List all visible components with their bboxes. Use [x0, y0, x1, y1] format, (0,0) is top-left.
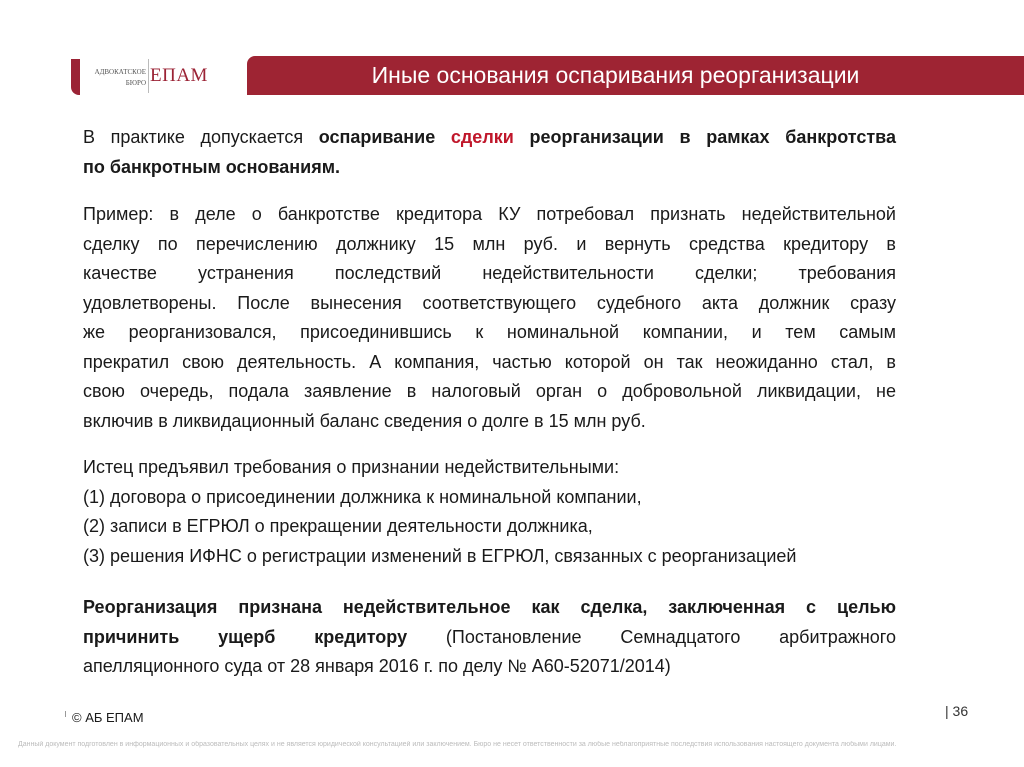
text: В практике допускается: [83, 127, 319, 147]
logo: [68, 57, 218, 97]
page-number: | 36: [945, 703, 969, 719]
logo-line2: БЮРО: [125, 79, 146, 87]
logo-mark-icon: [71, 59, 80, 95]
example-line: включив в ликвидационный баланс сведения о долге в 15 млн руб.: [83, 410, 646, 431]
copyright: © АБ ЕПАМ: [72, 710, 144, 725]
text-bold: реорганизации в рамках банкротства: [513, 127, 896, 147]
logo-name: ЕПАМ: [150, 65, 208, 86]
text-bold: по банкротным основаниям.: [83, 156, 341, 177]
logo-line1: АДВОКАТСКОЕ: [94, 68, 146, 76]
text-bold: оспаривание: [318, 127, 451, 147]
example-line: прекратил свою деятельность. А компания, частью которой он так неожиданно стал, в: [83, 351, 896, 372]
claims-line: (3) решения ИФНС о регистрации изменений в ЕГРЮЛ, связанных с реорганизацией: [83, 545, 797, 566]
footer-tick: [65, 711, 66, 717]
example-line: свою очередь, подала заявление в налоговый орган о добровольной ликвидации, не: [83, 381, 896, 401]
claims-line: (2) записи в ЕГРЮЛ о прекращении деятельности должника,: [83, 516, 593, 536]
text-bold: Реорганизация признана недействительное как сделка, заключенная с целью: [83, 597, 896, 617]
paragraph-conclusion: [83, 593, 896, 682]
claims-line: Истец предъявил требования о признании недействительными:: [83, 457, 620, 477]
example-line: удовлетворены. После вынесения соответствующего судебного акта должник сразу: [83, 292, 896, 313]
paragraph-example: [83, 200, 896, 436]
claims-line: (1) договора о присоединении должника к номинальной компании,: [83, 486, 642, 507]
example-line: качестве устранения последствий недействительности сделки; требования: [83, 263, 896, 283]
paragraph-intro: [83, 123, 896, 182]
example-line: сделку по перечислению должнику 15 млн руб. и вернуть средства кредитору в: [83, 233, 896, 254]
intro-line-2: [83, 153, 896, 183]
conclusion-line-2: [83, 623, 896, 653]
logo-divider: [148, 59, 149, 93]
logo-subtitle: [88, 67, 146, 89]
disclaimer: Данный документ подготовлен в информационных и образовательных целях и не является юридической консультацией или заключением. Бюро не несет ответственности за любые неблагоприятные последствия использования настоящего документа любыми лицами.: [18, 741, 897, 748]
example-line: Пример: в деле о банкротстве кредитора КУ потребовал признать недействительной: [83, 204, 896, 224]
paragraph-claims: [83, 453, 896, 571]
example-line: же реорганизовался, присоединившись к номинальной компании, и тем самым: [83, 322, 896, 342]
slide-title: Иные основания оспаривания реорганизации: [371, 62, 860, 88]
text: (Постановление Семнадцатого арбитражного: [407, 626, 896, 647]
conclusion-line-1: [83, 593, 896, 623]
text-highlight: сделки: [450, 127, 514, 147]
intro-line-1: [83, 123, 896, 153]
conclusion-line-3: апелляционного суда от 28 января 2016 г. по делу № А60-52071/2014): [83, 656, 671, 676]
text-bold: причинить ущерб кредитору: [83, 626, 408, 647]
